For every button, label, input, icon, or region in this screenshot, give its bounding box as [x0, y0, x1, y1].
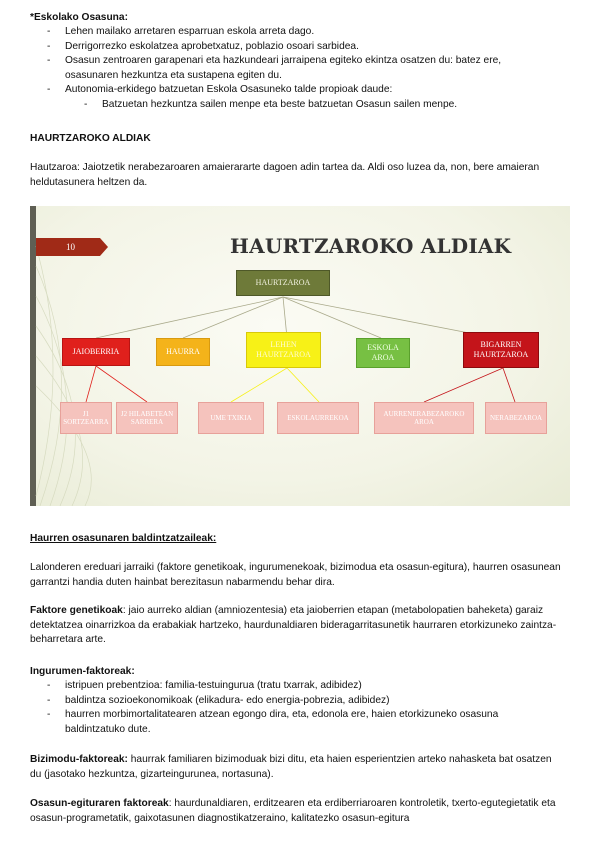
lifestyle-factors-label: Bizimodu-faktoreak: [30, 754, 128, 765]
node-ume-txikia: UME TXIKIA [198, 402, 264, 434]
node-nerabezaroa: NERABEZAROA [485, 402, 547, 434]
node-j2-hilabetean: J2 HILABETEAN SARRERA [116, 402, 178, 434]
node-lehen-haurtzaroa: LEHEN HAURTZAROA [246, 332, 321, 368]
health-structure-label: Osasun-egituraren faktoreak [30, 798, 169, 809]
node-aurrenerabezaroko-aroa: AURRENERABEZAROKO AROA [374, 402, 474, 434]
slide-title: HAURTZAROKO ALDIAK [230, 234, 512, 258]
section-title-baldintzatzaileak: Haurren osasunaren baldintzatzaileak: [30, 533, 217, 544]
section-title-haurtzaroko-aldiak: HAURTZAROKO ALDIAK [30, 133, 151, 144]
section-title-eskolako-osasuna: *Eskolako Osasuna: [30, 12, 128, 23]
environment-factors-list [30, 679, 570, 737]
node-bigarren-haurtzaroa: BIGARREN HAURTZAROA [463, 332, 539, 368]
list-item: - haurren morbimortalitatearen atzean egongo dira, eta, edonola ere, haien etorkizuneko osasuna baldintzatuko dute. [47, 709, 499, 735]
connector-lines-bigarren-haurtzaroa [424, 368, 515, 402]
lalonde-paragraph: Lalonderen ereduari jarraiki (faktore genetikoak, ingurumenekoak, bizimodua eta osasun-egitura), haurren osasunean garrantzi handia duten hainbat berezitasun nabarmendu behar dira. [30, 562, 561, 588]
node-haurtzaroa: HAURTZAROA [236, 270, 330, 296]
eskola-osasuna-list [30, 25, 570, 112]
node-jaioberria: JAIOBERRIA [62, 338, 130, 366]
connector-lines-lehen-haurtzaroa [231, 368, 319, 402]
hautzaroa-paragraph: Hautzaroa: Jaiotzetik nerabezaroaren amaierararte dagoen adin tartea da. Aldi oso luzea da, non, bere amaieran heldutasunera heltzen da. [30, 162, 540, 188]
health-structure-paragraph: Osasun-egituraren faktoreak: haurdunaldiaren, erditzearen eta erdiberriaroaren kontroletik, txerto-egutegietatik eta osasun-programetatik, gaixotasunen diagnostikatzeraino, kalitatezko osasun-egitura [30, 798, 556, 824]
node-j1-sortzearra: J1 SORTZEARRA [60, 402, 112, 434]
list-item: - istripuen prebentzioa: familia-testuingurua (tratu txarrak, adibidez) [47, 680, 362, 691]
environment-factors-label: Ingurumen-faktoreak: [30, 666, 135, 677]
node-eskolaurrekoa: ESKOLAURREKOA [277, 402, 359, 434]
genetic-factors-paragraph: Faktore genetikoak: jaio aurreko aldian (amniozentesia) eta jaioberrien etapan (metabolopatien baheketa) garaiz detektatzea oinarrizkoa da erabakiak hartzeko, haurdunaldiaren bideragarritasunetik haurraren etorkizuneko zaintza-beharretara arte. [30, 605, 557, 645]
node-eskola-aroa: ESKOLA AROA [356, 338, 410, 368]
list-item: - Derrigorrezko eskolatzea aprobetxatuz, poblazio osoari sarbidea. [47, 40, 359, 52]
node-haurra: HAURRA [156, 338, 210, 366]
genetic-factors-label: Faktore genetikoak [30, 605, 123, 616]
connector-lines-jaioberria [86, 366, 147, 402]
list-item: - Osasun zentroaren garapenari eta hazkundeari jarraipena egiteko ekintza osatzen du: batez ere, osasunaren hezkuntza eta sustapena egiten du. [47, 55, 502, 81]
slide-number-tab: 10 [36, 238, 100, 256]
decorative-arcs [36, 246, 91, 506]
list-item: - Autonomia-erkidego batzuetan Eskola Osasuneko talde propioak daude: [47, 84, 393, 95]
list-item: - baldintza sozioekonomikoak (elikadura- edo energia-pobrezia, adibidez) [47, 694, 390, 706]
sub-list-item: - Batzuetan hezkuntza sailen menpe eta beste batzuetan Osasun sailen menpe. [84, 98, 458, 110]
haurtzaroko-aldiak-diagram [30, 206, 570, 506]
list-item: - Lehen mailako arretaren esparruan eskola arreta dago. [47, 26, 315, 37]
lifestyle-factors-paragraph: Bizimodu-faktoreak: haurrak familiaren bizimoduak bizi ditu, eta haien esperientzien arteko nahasketa bat osatzen du (jasotako hezkuntza, gizarteingurunea, nortasuna). [30, 754, 552, 780]
